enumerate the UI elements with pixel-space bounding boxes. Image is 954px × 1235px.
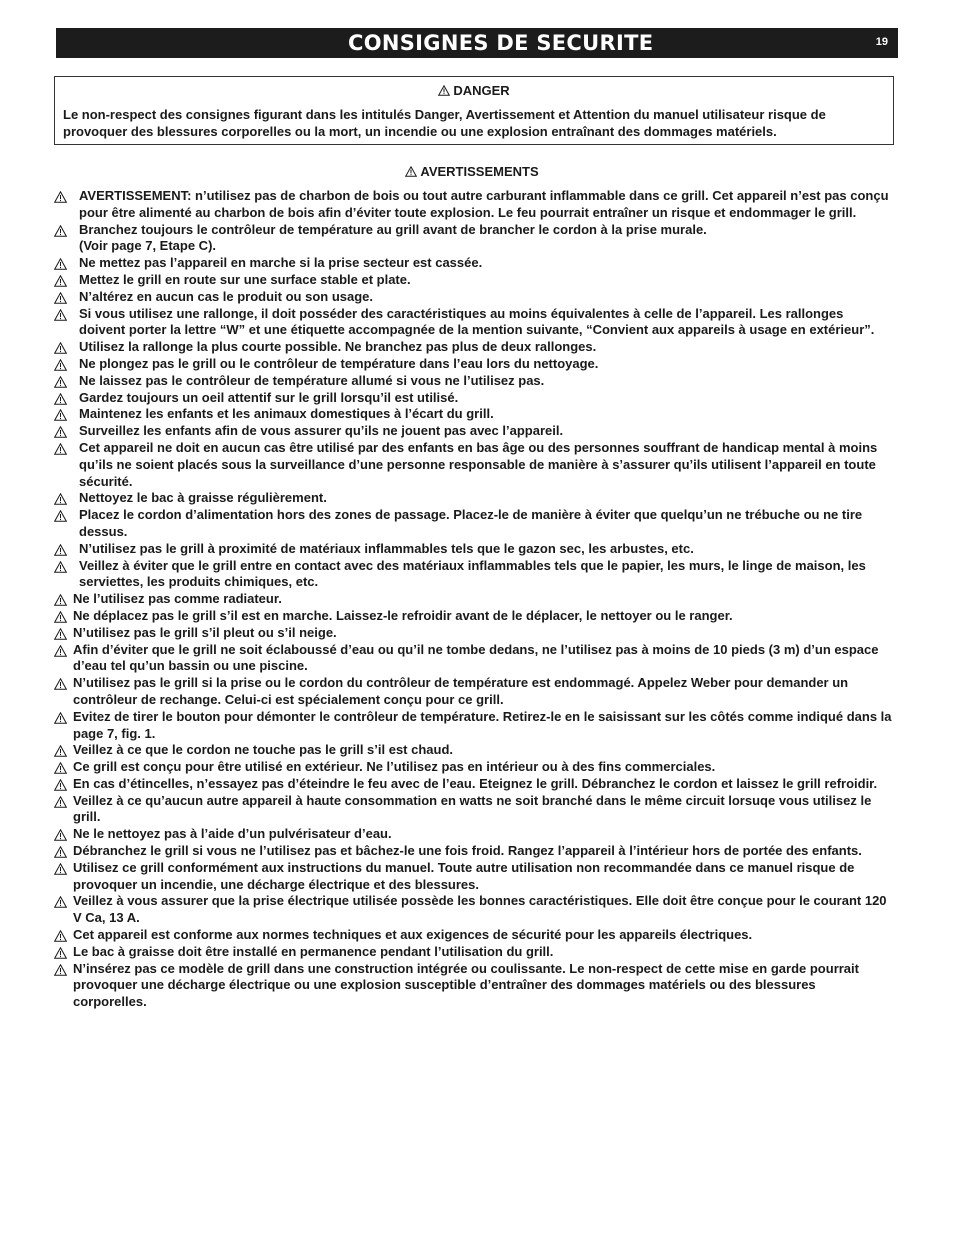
warning-text: Le bac à graisse doit être installé en permanence pendant l’utilisation du grill.	[73, 943, 554, 959]
warning-item	[54, 709, 892, 743]
warning-item	[54, 591, 892, 608]
warning-item	[54, 356, 892, 373]
warning-text: Cet appareil est conforme aux normes techniques et aux exigences de sécurité pour les appareils électriques.	[73, 927, 753, 943]
warning-text: Ne mettez pas l’appareil en marche si la prise secteur est cassée.	[79, 255, 483, 271]
warning-item	[54, 339, 892, 356]
warning-triangle-icon	[54, 258, 67, 270]
warning-triangle-icon	[54, 493, 67, 505]
warning-triangle-icon	[54, 628, 67, 640]
warning-triangle-icon	[54, 678, 67, 690]
warning-triangle-icon	[54, 611, 67, 623]
danger-text: Le non-respect des consignes figurant dans les intitulés Danger, Avertissement et Attention du manuel utilisateur risque de provoquer des blessures corporelles ou la mort, un incendie ou une explosion entraînant des dommages matériels.	[63, 107, 826, 139]
warning-text: N’utilisez pas le grill si la prise ou le cordon du contrôleur de température est endommagé. Appelez Weber pour demander un contrôleur de rechange. Celui-ci est spécialement conçu pour ce grill.	[73, 675, 849, 707]
warning-text: Ne laissez pas le contrôleur de température allumé si vous ne l’utilisez pas.	[79, 372, 545, 388]
warning-triangle-icon	[54, 930, 67, 942]
warning-text: Utilisez la rallonge la plus courte possible. Ne branchez pas plus de deux rallonges.	[79, 339, 597, 355]
warnings-list	[54, 188, 892, 1011]
warning-item	[54, 625, 892, 642]
warning-text: Ne plongez pas le grill ou le contrôleur de température dans l’eau lors du nettoyage.	[79, 355, 599, 371]
warning-triangle-icon	[54, 796, 67, 808]
warning-item	[54, 289, 892, 306]
warning-text: Utilisez ce grill conformément aux instructions du manuel. Toute autre utilisation non recommandée dans ce manuel risque de provoquer un incendie, une décharge électrique et des blessures.	[73, 859, 855, 892]
warning-triangle-icon	[54, 342, 67, 354]
warning-item	[54, 423, 892, 440]
warning-item	[54, 490, 892, 507]
warning-triangle-icon	[54, 594, 67, 606]
warning-item	[54, 188, 892, 222]
warning-triangle-icon	[54, 426, 67, 438]
warning-item	[54, 541, 892, 558]
warning-text: Si vous utilisez une rallonge, il doit posséder des caractéristiques au moins équivalentes à celle de l’appareil. Les rallonges doivent porter la lettre “W” et une étiquette accompagnée de la mention suivante, “Convient aux appareils à usage en extérieur”.	[79, 305, 875, 338]
warning-text: Nettoyez le bac à graisse régulièrement.	[79, 490, 327, 506]
warning-triangle-icon	[54, 645, 67, 657]
warning-triangle-icon	[405, 166, 417, 177]
warning-item	[54, 893, 892, 927]
warning-text: Ne l’utilisez pas comme radiateur.	[73, 591, 282, 607]
warning-triangle-icon	[54, 225, 67, 237]
warning-item	[54, 608, 892, 625]
warning-item	[54, 642, 892, 676]
warning-item	[54, 306, 892, 340]
warning-triangle-icon	[54, 275, 67, 287]
warning-item	[54, 255, 892, 272]
warning-triangle-icon	[54, 947, 67, 959]
warning-item	[54, 222, 892, 256]
warning-item	[54, 675, 892, 709]
warning-text: N’utilisez pas le grill s’il pleut ou s’il neige.	[73, 624, 337, 640]
warning-text: Veillez à éviter que le grill entre en contact avec des matériaux inflammables tels que le papier, les murs, le linge de maison, les serviettes, les produits chimiques, etc.	[79, 557, 866, 590]
warning-triangle-icon	[54, 829, 67, 841]
warning-item	[54, 776, 892, 793]
warning-text: AVERTISSEMENT: n’utilisez pas de charbon de bois ou tout autre carburant inflammable dans ce grill. Cet appareil n’est pas conçu pour être alimenté au charbon de bois afin d’éviter toute explosion. Le feu pourrait entraîner un risque et endommager le grill.	[79, 188, 889, 220]
warning-item	[54, 406, 892, 423]
warning-text: Maintenez les enfants et les animaux domestiques à l’écart du grill.	[79, 406, 494, 422]
warning-triangle-icon	[438, 85, 450, 96]
warning-triangle-icon	[54, 712, 67, 724]
warning-triangle-icon	[54, 191, 67, 203]
warning-text: Veillez à vous assurer que la prise électrique utilisée possède les bonnes caractéristiques. Elle doit être conçue pour le courant 120 V Ca, 13 A.	[73, 893, 887, 926]
warning-text: Veillez à ce que le cordon ne touche pas le grill s’il est chaud.	[73, 742, 454, 758]
warning-item	[54, 390, 892, 407]
warning-triangle-icon	[54, 896, 67, 908]
warning-triangle-icon	[54, 846, 67, 858]
warning-triangle-icon	[54, 745, 67, 757]
warning-text: Mettez le grill en route sur une surface stable et plate.	[79, 271, 411, 287]
warning-item	[54, 440, 892, 490]
warning-item	[54, 927, 892, 944]
warning-item	[54, 272, 892, 289]
warning-item	[54, 826, 892, 843]
warning-item	[54, 507, 892, 541]
warning-text: Surveillez les enfants afin de vous assurer qu’ils ne jouent pas avec l’appareil.	[79, 423, 564, 439]
warning-triangle-icon	[54, 964, 67, 976]
warnings-title-text: AVERTISSEMENTS	[420, 164, 539, 179]
warning-triangle-icon	[54, 393, 67, 405]
page-number: 19	[875, 36, 888, 48]
warning-text: Débranchez le grill si vous ne l’utilisez pas et bâchez-le une fois froid. Rangez l’appareil à l’intérieur hors de portée des enfants.	[73, 843, 862, 859]
warning-text-continuation: (Voir page 7, Etape C).	[79, 238, 217, 254]
warning-text: N’utilisez pas le grill à proximité de matériaux inflammables tels que le gazon sec, les arbustes, etc.	[79, 540, 694, 556]
warning-text: Branchez toujours le contrôleur de température au grill avant de brancher le cordon à la prise murale.	[79, 221, 707, 237]
warnings-heading	[0, 164, 944, 180]
warning-text: N’altérez en aucun cas le produit ou son usage.	[79, 288, 374, 304]
warning-text: Evitez de tirer le bouton pour démonter le contrôleur de température. Retirez-le en le saisissant sur les côtés comme indiqué dans la page 7, fig. 1.	[73, 708, 892, 741]
warning-text: En cas d’étincelles, n’essayez pas d’éteindre le feu avec de l’eau. Eteignez le grill. Débranchez le cordon et laissez le grill refroidir.	[73, 775, 878, 791]
warning-triangle-icon	[54, 779, 67, 791]
warning-triangle-icon	[54, 359, 67, 371]
warning-text: Ce grill est conçu pour être utilisé en extérieur. Ne l’utilisez pas en intérieur ou à des fins commerciales.	[73, 759, 716, 775]
danger-title-text: DANGER	[453, 83, 510, 98]
warning-text: Placez le cordon d’alimentation hors des zones de passage. Placez-le de manière à éviter que quelqu’un ne trébuche ou ne tire dessus.	[79, 507, 863, 539]
warning-triangle-icon	[54, 863, 67, 875]
warning-text: Cet appareil ne doit en aucun cas être utilisé par des enfants en bas âge ou des personnes souffrant de handicap mental à moins qu’ils ne soient placés sous la surveillance d’une personne responsable de manière à s’assurer qu’ils utilisent l’appareil en toute sécurité.	[79, 439, 878, 489]
warning-triangle-icon	[54, 309, 67, 321]
warning-text: Veillez à ce qu’aucun autre appareil à haute consommation en watts ne soit branché dans le même circuit lorsuqe vous utilisez le grill.	[73, 792, 872, 825]
warning-item	[54, 961, 892, 1011]
section-title: CONSIGNES DE SECURITE	[348, 31, 654, 55]
warning-item	[54, 843, 892, 860]
warning-triangle-icon	[54, 561, 67, 573]
warning-item	[54, 742, 892, 759]
danger-box	[54, 76, 894, 145]
danger-heading	[55, 83, 893, 99]
warning-triangle-icon	[54, 443, 67, 455]
warning-item	[54, 373, 892, 390]
warning-triangle-icon	[54, 544, 67, 556]
warning-text: Ne déplacez pas le grill s’il est en marche. Laissez-le refroidir avant de le déplacer, le nettoyer ou le ranger.	[73, 607, 733, 623]
warning-item	[54, 759, 892, 776]
warning-triangle-icon	[54, 376, 67, 388]
warning-item	[54, 558, 892, 592]
warning-text: Gardez toujours un oeil attentif sur le grill lorsqu’il est utilisé.	[79, 389, 459, 405]
warning-item	[54, 860, 892, 894]
warning-triangle-icon	[54, 409, 67, 421]
warning-triangle-icon	[54, 510, 67, 522]
warning-text: N’insérez pas ce modèle de grill dans une construction intégrée ou coulissante. Le non-respect de cette mise en garde pourrait provoquer une décharge électrique ou une explosion susceptible d’entraîner des dommages matériels ou des blessures corporelles.	[73, 960, 859, 1010]
section-header-bar	[56, 28, 898, 58]
warning-text: Ne le nettoyez pas à l’aide d’un pulvérisateur d’eau.	[73, 826, 392, 842]
warning-triangle-icon	[54, 292, 67, 304]
warning-triangle-icon	[54, 762, 67, 774]
warning-item	[54, 944, 892, 961]
warning-text: Afin d’éviter que le grill ne soit éclaboussé d’eau ou qu’il ne tombe dedans, ne l’utilisez pas à moins de 10 pieds (3 m) d’un espace d’eau tel qu’un bassin ou une piscine.	[73, 641, 879, 674]
warning-item	[54, 793, 892, 827]
